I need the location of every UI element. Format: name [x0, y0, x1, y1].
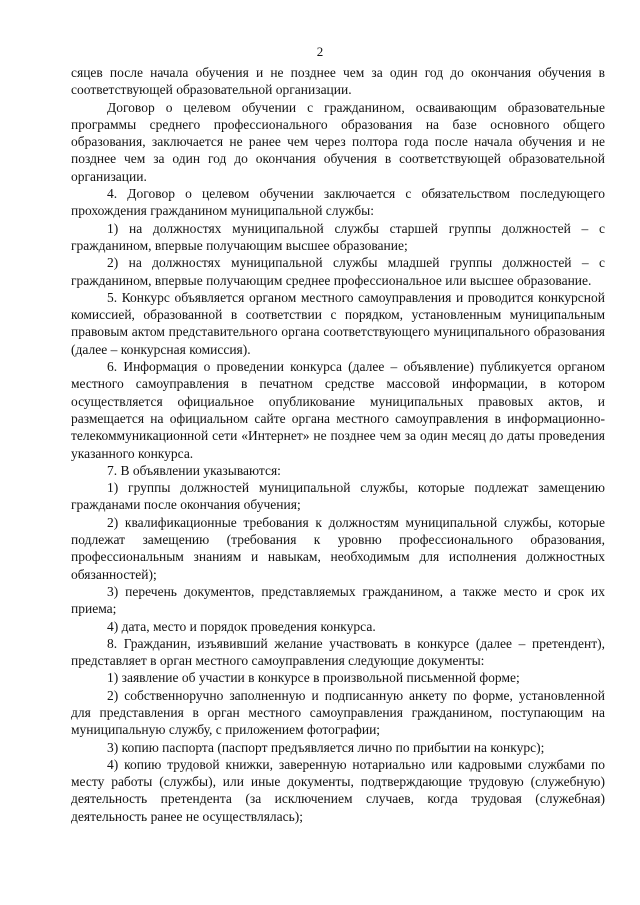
- paragraph-6: 6. Информация о проведении конкурса (далее – объявление) публикуется органом местного самоуправления в печатном средстве массовой информации, в котором осуществляется официальное опубликование муниципальных правовых актов, и размещается на официальном сайте органа местного самоуправления в информационно-телекоммуникационной сети «Интернет» не позднее чем за один месяц до даты проведения указанного конкурса.: [71, 359, 605, 461]
- paragraph-4-item-2: 2) на должностях муниципальной службы младшей группы должностей – с гражданином, впервые получающим среднее профессиональное или высшее образование.: [71, 255, 605, 288]
- paragraph-7-item-2: 2) квалификационные требования к должностям муниципальной службы, которые подлежат замещению (требования к уровню профессионального образования, профессиональным знаниям и навыкам, необходимым для исполнения должностных обязанностей);: [71, 514, 605, 582]
- paragraph-7-item-1: 1) группы должностей муниципальной службы, которые подлежат замещению гражданами после окончания обучения;: [71, 480, 605, 513]
- paragraph-7: 7. В объявлении указываются:: [107, 462, 281, 478]
- paragraph-4-item-1: 1) на должностях муниципальной службы старшей группы должностей – с гражданином, впервые получающим высшее образование;: [71, 220, 605, 253]
- paragraph-4: 4. Договор о целевом обучении заключается с обязательством последующего прохождения гражданином муниципальной службы:: [71, 186, 605, 219]
- paragraph-8-item-3: 3) копию паспорта (паспорт предъявляется лично по прибытии на конкурс);: [107, 739, 545, 755]
- paragraph-8: 8. Гражданин, изъявивший желание участвовать в конкурсе (далее – претендент), представляет в орган местного самоуправления следующие документы:: [71, 635, 605, 669]
- paragraph-8-item-1: 1) заявление об участии в конкурсе в произвольной письменной форме;: [107, 670, 520, 686]
- paragraph-7-item-4: 4) дата, место и порядок проведения конкурса.: [107, 618, 376, 634]
- paragraph-5: 5. Конкурс объявляется органом местного самоуправления и проводится конкурсной комиссией, образованной в соответствии с порядком, установленным муниципальным правовым актом представительного органа соответствующего муниципального образования (далее – конкурсная комиссия).: [71, 289, 605, 357]
- document-body: [71, 64, 605, 825]
- paragraph-continuation: сяцев после начала обучения и не позднее чем за один год до окончания обучения в соответствующей образовательной организации.: [71, 65, 605, 98]
- paragraph-8-item-4: 4) копию трудовой книжки, заверенную нотариально или кадровыми службами по месту работы (службы), или иные документы, подтверждающие трудовую (служебную) деятельность претендента (за исключением случаев, когда трудовая (служебная) деятельность ранее не осуществлялась);: [71, 756, 605, 824]
- paragraph-spo-contract-timing: Договор о целевом обучении с гражданином, осваивающим образовательные программы среднего профессионального образования на базе основного общего образования, заключается не ранее чем через полтора года после начала обучения и не позднее чем за один год до окончания обучения в соответствующей образовательной организации.: [71, 99, 605, 184]
- paragraph-8-item-2: 2) собственноручно заполненную и подписанную анкету по форме, установленной для представления в орган местного самоуправления гражданином, поступающим на муниципальную службу, с приложением фотографии;: [71, 687, 605, 738]
- paragraph-7-item-3: 3) перечень документов, представляемых гражданином, а также место и срок их приема;: [71, 583, 605, 617]
- page-number: 2: [316, 44, 324, 59]
